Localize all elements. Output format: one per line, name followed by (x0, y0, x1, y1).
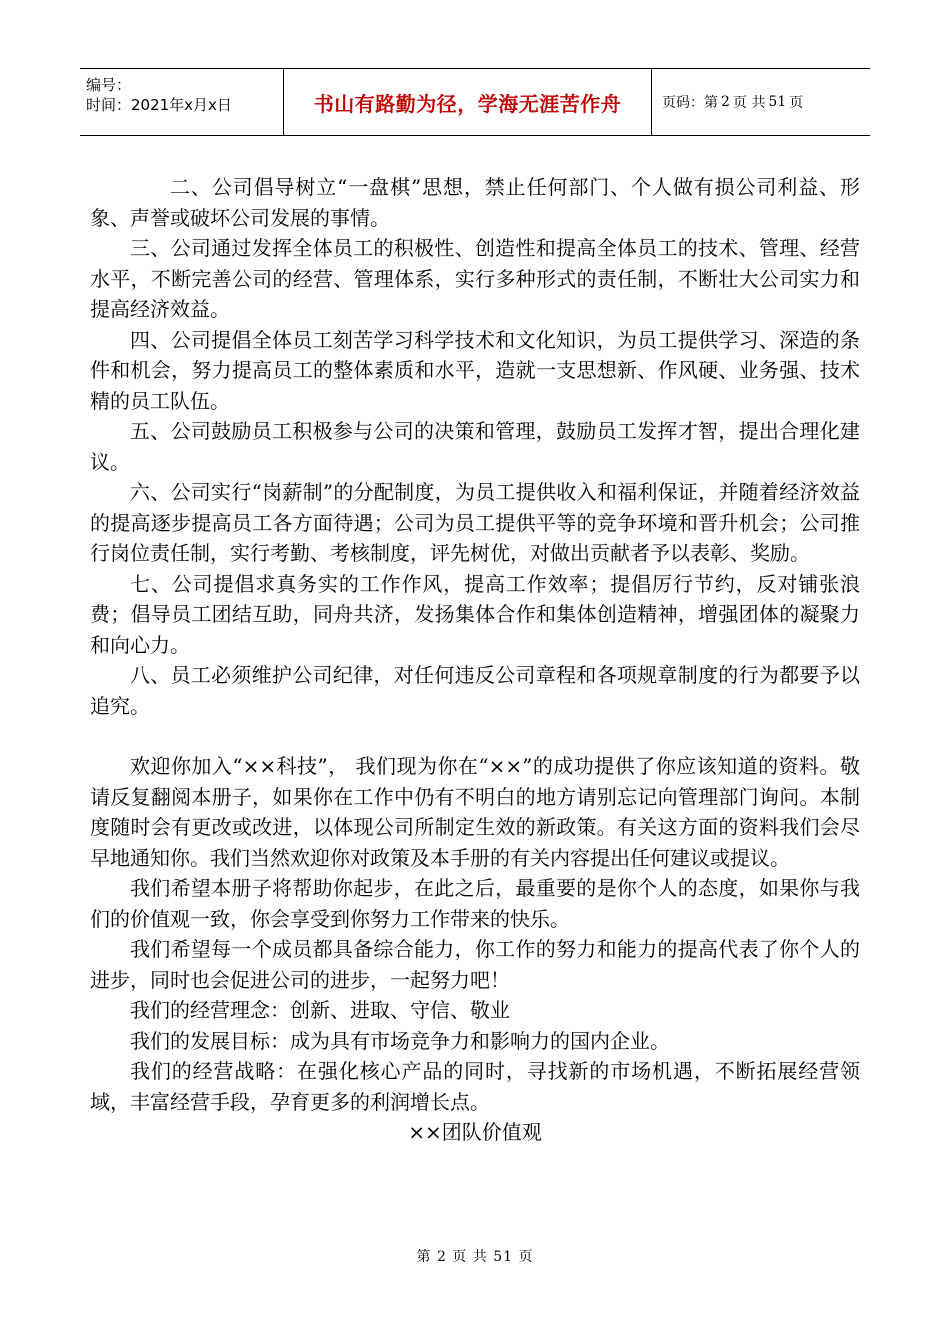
page-header (80, 68, 870, 136)
page-total: 51 (768, 94, 787, 110)
header-motto: 书山有路勤为径，学海无涯苦作舟 (284, 69, 652, 135)
page-footer: 第 2 页 共 51 页 (416, 1249, 534, 1265)
page-suffix: 页 (789, 95, 804, 111)
paragraph: 八、员工必须维护公司纪律，对任何违反公司章程和各项规章制度的行为都要予以追究。 (90, 663, 860, 718)
header-page-info (652, 69, 870, 135)
date-label: 时间：2021年x月x日 (86, 96, 232, 114)
page-number: 2 (721, 94, 730, 110)
paragraph: 我们的发展目标：成为具有市场竞争力和影响力的国内企业。 (130, 1028, 670, 1053)
paragraph: 二、公司倡导树立“一盘棋”思想，禁止任何部门、个人做有损公司利益、形象、声誉或破坏公司发展的事情。 (90, 175, 860, 230)
serial-number-label: 编号： (86, 76, 132, 94)
paragraph: 七、公司提倡求真务实的工作作风，提高工作效率；提倡厉行节约，反对铺张浪费；倡导员工团结互助，同舟共济，发扬集体合作和集体创造精神，增强团体的凝聚力和向心力。 (90, 571, 860, 657)
document-body (90, 172, 860, 1148)
paragraph: 五、公司鼓励员工积极参与公司的决策和管理，鼓励员工发挥才智，提出合理化建议。 (90, 419, 860, 474)
section-title: ××团队价值观 (408, 1120, 542, 1144)
paragraph: 我们希望本册子将帮助你起步，在此之后，最重要的是你个人的态度，如果你与我们的价值观一致，你会享受到你努力工作带来的快乐。 (90, 876, 860, 931)
header-meta (80, 69, 284, 135)
page-mid: 页 共 (732, 95, 766, 111)
paragraph: 我们的经营理念：创新、进取、守信、敬业 (130, 998, 510, 1022)
paragraph: 欢迎你加入“××科技”， 我们现为你在“××”的成功提供了你应该知道的资料。敬请反复翻阅本册子，如果你在工作中仍有不明白的地方请别忘记向管理部门询问。本制度随时会有更改或改进，以体现公司所制定生效的新政策。有关这方面的资料我们会尽早地通知你。我们当然欢迎你对政策及本手册的有关内容提出任何建议或提议。 (90, 754, 860, 870)
page-prefix: 页码：第 (662, 95, 718, 111)
paragraph: 四、公司提倡全体员工刻苦学习科学技术和文化知识，为员工提供学习、深造的条件和机会，努力提高员工的整体素质和水平，造就一支思想新、作风硬、业务强、技术精的员工队伍。 (90, 327, 860, 413)
paragraph: 我们的经营战略：在强化核心产品的同时，寻找新的市场机遇，不断拓展经营领域，丰富经营手段，孕育更多的利润增长点。 (90, 1059, 860, 1114)
paragraph: 我们希望每一个成员都具备综合能力，你工作的努力和能力的提高代表了你个人的进步，同时也会促进公司的进步，一起努力吧！ (90, 937, 860, 992)
paragraph: 六、公司实行“岗薪制”的分配制度，为员工提供收入和福利保证，并随着经济效益的提高逐步提高员工各方面待遇；公司为员工提供平等的竞争环境和晋升机会；公司推行岗位责任制，实行考勤、考核制度，评先树优，对做出贡献者予以表彰、奖励。 (90, 480, 860, 565)
paragraph: 三、公司通过发挥全体员工的积极性、创造性和提高全体员工的技术、管理、经营水平，不断完善公司的经营、管理体系，实行多种形式的责任制，不断壮大公司实力和提高经济效益。 (90, 236, 860, 321)
